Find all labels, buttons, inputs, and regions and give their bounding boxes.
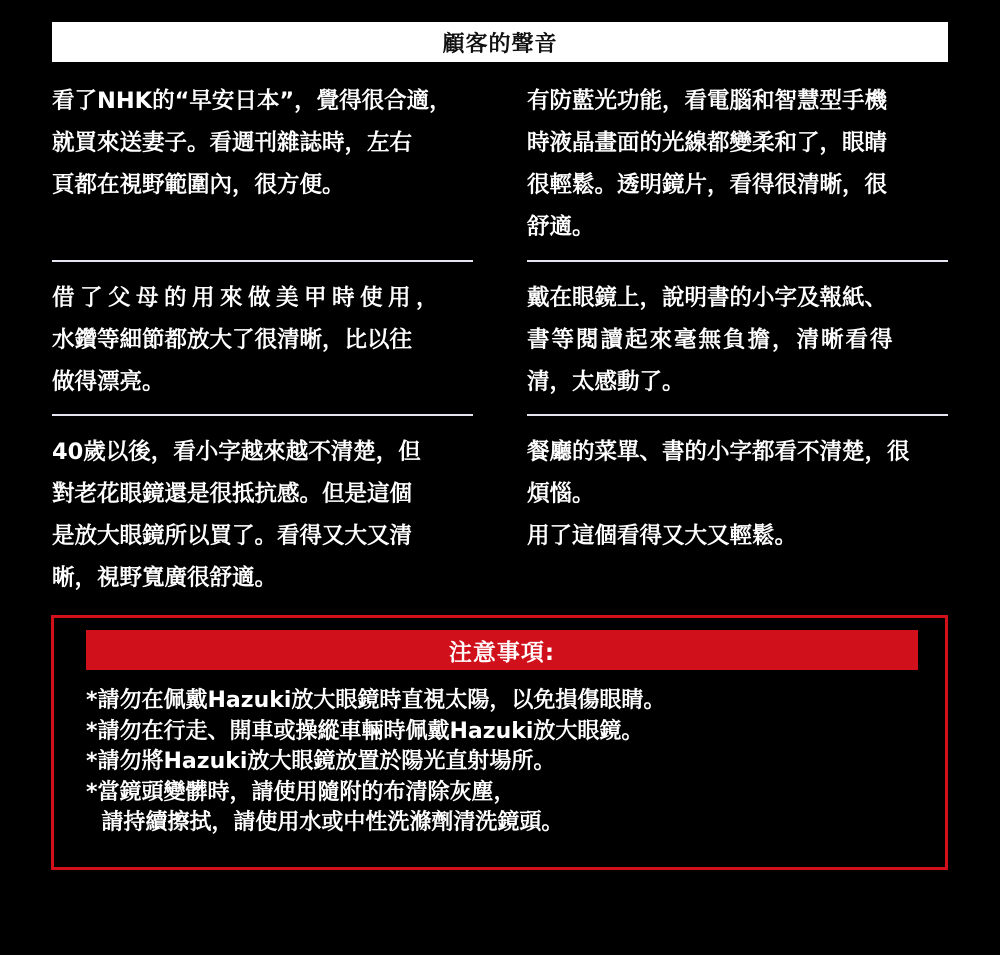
review-line: 看了NHK的“早安日本”，覺得很合適， (52, 88, 452, 114)
review-line: 晰，視野寬廣很舒適。 (52, 565, 278, 591)
divider (52, 260, 473, 262)
review-line: 時液晶畫面的光線都變柔和了，眼睛 (527, 130, 888, 156)
review-line: 40歲以後，看小字越來越不清楚，但 (52, 439, 421, 465)
review-line: 舒適。 (527, 214, 595, 240)
review-card (527, 431, 948, 557)
review-line: 清，太感動了。 (527, 369, 685, 395)
divider (52, 414, 473, 416)
notice-item: *當鏡頭變髒時，請使用隨附的布清除灰塵， (86, 779, 516, 805)
review-line: 有防藍光功能，看電腦和智慧型手機 (527, 88, 888, 114)
section-header-bar (52, 22, 948, 62)
notice-item: *請勿將Hazuki放大眼鏡放置於陽光直射場所。 (86, 749, 556, 774)
review-line: 用了這個看得又大又輕鬆。 (527, 523, 798, 549)
section-title: 顧客的聲音 (442, 31, 558, 57)
review-line: 就買來送妻子。看週刊雜誌時，左右 (52, 130, 413, 156)
review-line: 對老花眼鏡還是很抵抗感。但是這個 (52, 481, 413, 507)
review-line: 做得漂亮。 (52, 369, 165, 395)
review-line: 很輕鬆。透明鏡片，看得很清晰，很 (527, 172, 888, 198)
notice-item: *請勿在行走、開車或操縱車輛時佩戴Hazuki放大眼鏡。 (86, 718, 644, 744)
divider (527, 414, 948, 416)
review-card (52, 277, 473, 403)
review-line: 頁都在視野範圍內，很方便。 (52, 172, 345, 198)
notice-title: 注意事項: (448, 639, 556, 666)
notice-item: 請持續擦拭，請使用水或中性洗滌劑清洗鏡頭。 (86, 810, 564, 835)
notice-item: *請勿在佩戴Hazuki放大眼鏡時直視太陽，以免損傷眼睛。 (86, 688, 666, 713)
review-line: 借了父母的用來做美甲時使用， (52, 285, 445, 311)
divider (527, 260, 948, 262)
review-line: 煩惱。 (527, 481, 595, 507)
review-line: 戴在眼鏡上，說明書的小字及報紙、 (527, 285, 888, 311)
review-line: 書等閱讀起來毫無負擔，清晰看得 (527, 327, 895, 353)
review-card (527, 80, 948, 248)
review-line: 是放大眼鏡所以買了。看得又大又清 (52, 523, 413, 549)
review-card (52, 80, 473, 206)
notice-list (86, 686, 665, 839)
review-line: 水鑽等細節都放大了很清晰，比以往 (52, 327, 413, 353)
review-line: 餐廳的菜單、書的小字都看不清楚，很 (527, 439, 910, 465)
review-card (52, 431, 473, 599)
notice-header-bar (86, 630, 918, 670)
review-card (527, 277, 948, 403)
